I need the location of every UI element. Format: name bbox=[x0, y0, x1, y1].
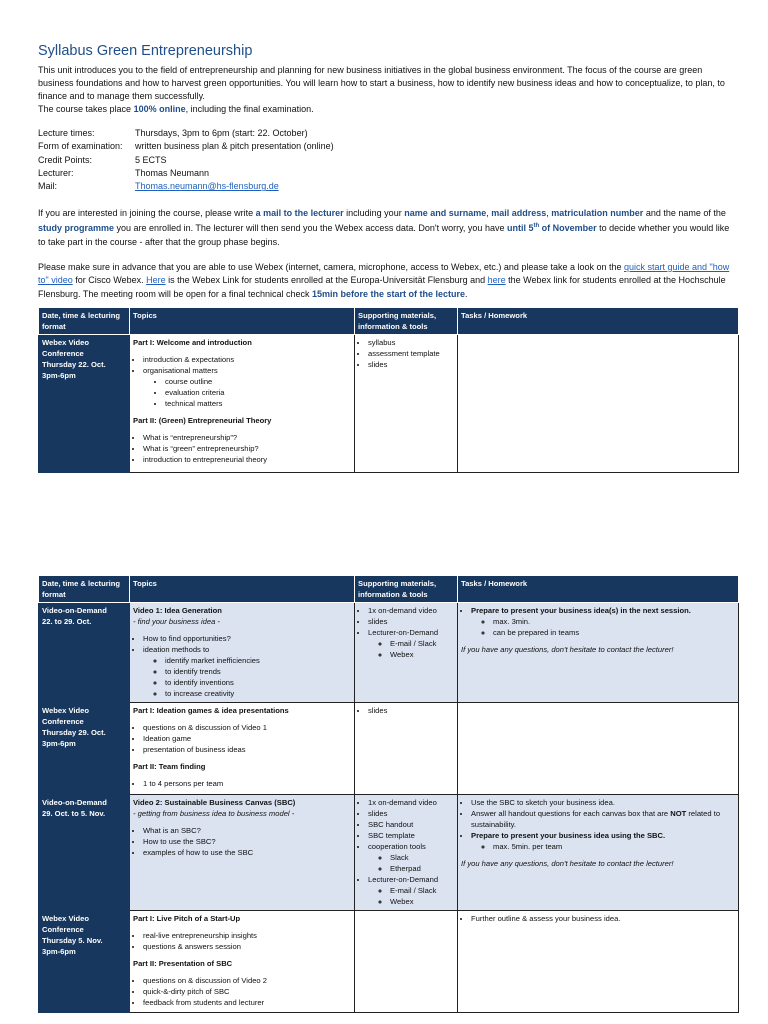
list-item: • Use the SBC to sketch your business idea. bbox=[471, 797, 735, 808]
lecturer-email-link[interactable]: Thomas.neumann@hs-flensburg.de bbox=[135, 181, 279, 192]
part-title: Part II: Presentation of SBC bbox=[133, 959, 233, 968]
topic-list bbox=[133, 975, 351, 1008]
date-time: 3pm-6pm bbox=[42, 947, 76, 956]
schedule-table-1 bbox=[38, 307, 739, 473]
part-title: Part I: Welcome and introduction bbox=[133, 338, 252, 347]
list-item: • 1x on-demand video bbox=[368, 797, 454, 808]
list-item: ◦ to increase creativity bbox=[165, 688, 351, 699]
tasks-cell bbox=[458, 703, 739, 795]
date-format: Webex Video Conference bbox=[42, 706, 89, 726]
list-item: • How to use the SBC? bbox=[143, 836, 351, 847]
materials-cell bbox=[355, 911, 458, 1013]
list-item: ◦ E-mail / Slack bbox=[390, 885, 454, 896]
materials-cell bbox=[355, 795, 458, 911]
list-item bbox=[368, 627, 454, 660]
tasks-cell bbox=[458, 335, 739, 473]
part-title: Part I: Ideation games & idea presentations bbox=[133, 706, 289, 715]
tasks-cell bbox=[458, 603, 739, 703]
date-day: Thursday 29. Oct. bbox=[42, 728, 106, 737]
text: you are enrolled in. The lecturer will then send you the Webex access data. Don't worry, you have bbox=[114, 223, 507, 234]
info-row-lecturer bbox=[38, 167, 334, 180]
text: If you are interested in joining the course, please write bbox=[38, 208, 256, 218]
emphasis: mail address bbox=[491, 208, 547, 218]
table-row bbox=[39, 335, 739, 473]
topics-cell bbox=[130, 603, 355, 703]
header-tasks: Tasks / Homework bbox=[458, 308, 739, 335]
text: , bbox=[546, 208, 552, 218]
materials-cell bbox=[355, 703, 458, 795]
list-item: ◦ can be prepared in teams bbox=[493, 627, 735, 638]
text: to decide whether you would like to take part in the course - after that the group phase begins. bbox=[38, 223, 730, 247]
topics-cell bbox=[130, 795, 355, 911]
list-item bbox=[471, 808, 735, 830]
header-topics: Topics bbox=[130, 576, 355, 603]
header-date: Date, time & lecturing format bbox=[39, 576, 130, 603]
task-main: Prepare to present your business idea using the SBC. bbox=[471, 831, 666, 840]
date-cell bbox=[39, 795, 130, 911]
task-list bbox=[461, 797, 735, 852]
list-item: • feedback from students and lecturer bbox=[143, 997, 351, 1008]
webex-paragraph bbox=[38, 261, 738, 301]
table-row bbox=[39, 795, 739, 911]
list-item: ◦ Slack bbox=[390, 852, 454, 863]
emphasis: name and surname bbox=[404, 208, 487, 218]
page-title: Syllabus Green Entrepreneurship bbox=[38, 43, 253, 59]
info-row-exam bbox=[38, 140, 334, 153]
list-item: • quick-&-dirty pitch of SBC bbox=[143, 986, 351, 997]
tasks-cell bbox=[458, 911, 739, 1013]
video-title: Video 2: Sustainable Business Canvas (SBC) bbox=[133, 798, 296, 807]
table-header-row bbox=[39, 576, 739, 603]
sub-list bbox=[368, 885, 454, 907]
webex-link-hs[interactable]: here bbox=[487, 275, 506, 286]
materials-cell bbox=[355, 335, 458, 473]
date-range: 22. to 29. Oct. bbox=[42, 617, 92, 626]
task-main: Prepare to present your business idea(s) in the next session. bbox=[471, 606, 691, 615]
topics-cell bbox=[130, 703, 355, 795]
date-day: Thursday 5. Nov. bbox=[42, 936, 103, 945]
info-value: Thomas Neumann bbox=[135, 167, 210, 178]
topic-list bbox=[133, 778, 351, 789]
list-item bbox=[471, 830, 735, 852]
date-format: Video-on-Demand bbox=[42, 606, 107, 615]
list-item: • presentation of business ideas bbox=[143, 744, 351, 755]
list-item: • assessment template bbox=[368, 348, 454, 359]
info-row-times bbox=[38, 127, 334, 140]
task-text: Answer all handout questions for each canvas box that are bbox=[471, 809, 671, 818]
schedule-table-2 bbox=[38, 575, 739, 1013]
list-item-label: cooperation tools bbox=[368, 842, 426, 851]
list-item: • Further outline & assess your business idea. bbox=[471, 913, 735, 924]
list-item: ◦ to identify trends bbox=[165, 666, 351, 677]
header-tasks: Tasks / Homework bbox=[458, 576, 739, 603]
materials-list bbox=[358, 337, 454, 370]
info-row-mail bbox=[38, 180, 334, 193]
list-item-label: ideation methods to bbox=[143, 645, 210, 654]
sub-list bbox=[471, 841, 735, 852]
list-item: • slides bbox=[368, 705, 454, 716]
deadline-sup: th bbox=[533, 223, 540, 230]
part-title: Part II: Team finding bbox=[133, 762, 206, 771]
course-info bbox=[38, 127, 334, 193]
date-cell bbox=[39, 703, 130, 795]
list-item: ◦ identify market inefficiencies bbox=[165, 655, 351, 666]
list-item bbox=[143, 365, 351, 409]
date-format: Webex Video Conference bbox=[42, 914, 89, 934]
contact-note: If you have any questions, don't hesitate to contact the lecturer! bbox=[461, 645, 674, 654]
list-item: • questions on & discussion of Video 2 bbox=[143, 975, 351, 986]
emphasis: 15min before the start of the lecture bbox=[311, 288, 466, 299]
intro-section bbox=[38, 64, 738, 116]
list-item: • slides bbox=[368, 808, 454, 819]
topic-list bbox=[133, 825, 351, 858]
list-item bbox=[143, 644, 351, 699]
info-key: Lecture times: bbox=[38, 128, 95, 138]
header-materials: Supporting materials, information & tools bbox=[355, 576, 458, 603]
sub-list bbox=[143, 376, 351, 409]
list-item: • introduction to entrepreneurial theory bbox=[143, 454, 351, 465]
list-item: • introduction & expectations bbox=[143, 354, 351, 365]
list-item: • questions on & discussion of Video 1 bbox=[143, 722, 351, 733]
text: including your bbox=[343, 208, 405, 218]
info-value: Thursdays, 3pm to 6pm (start: 22. October) bbox=[135, 128, 308, 138]
list-item: • course outline bbox=[165, 376, 351, 387]
list-item: • 1 to 4 persons per team bbox=[143, 778, 351, 789]
info-value: written business plan & pitch presentation (online) bbox=[135, 141, 334, 152]
list-item: • What is “entrepreneurship”? bbox=[143, 432, 351, 443]
list-item: • How to find opportunities? bbox=[143, 633, 351, 644]
date-format: Video-on-Demand bbox=[42, 798, 107, 807]
online-text-end: , including the final examination. bbox=[185, 104, 314, 114]
topic-list bbox=[133, 633, 351, 699]
list-item bbox=[471, 605, 735, 638]
list-item: • slides bbox=[368, 359, 454, 370]
deadline-text: until 5 bbox=[506, 223, 534, 234]
sub-list bbox=[368, 638, 454, 660]
date-time: 3pm-6pm bbox=[42, 739, 76, 748]
online-text: The course takes place bbox=[38, 104, 134, 114]
list-item: ◦ E-mail / Slack bbox=[390, 638, 454, 649]
list-item: • examples of how to use the SBC bbox=[143, 847, 351, 858]
list-item: ◦ Webex bbox=[390, 649, 454, 660]
table-row bbox=[39, 911, 739, 1013]
date-cell bbox=[39, 911, 130, 1013]
text: Please make sure in advance that you are able to use Webex (internet, camera, microphone, access to Webex, etc.) and please take a look on the bbox=[38, 262, 624, 272]
header-date: Date, time & lecturing format bbox=[39, 308, 130, 335]
deadline bbox=[507, 223, 597, 233]
part-title: Part II: (Green) Entrepreneurial Theory bbox=[133, 416, 272, 425]
emphasis: a mail to the lecturer bbox=[255, 208, 344, 218]
list-item: • 1x on-demand video bbox=[368, 605, 454, 616]
date-cell bbox=[39, 603, 130, 703]
topics-cell bbox=[130, 335, 355, 473]
date-format: Webex Video Conference bbox=[42, 338, 89, 358]
text: . bbox=[465, 288, 468, 299]
emphasis: matriculation number bbox=[551, 208, 644, 218]
header-materials: Supporting materials, information & tools bbox=[355, 308, 458, 335]
video-subtitle: - getting from business idea to business model - bbox=[133, 809, 295, 818]
list-item: • real-live entrepreneurship insights bbox=[143, 930, 351, 941]
contact-note: If you have any questions, don't hesitate to contact the lecturer! bbox=[461, 859, 674, 868]
tasks-cell bbox=[458, 795, 739, 911]
topic-list bbox=[133, 432, 351, 465]
video-title: Video 1: Idea Generation bbox=[133, 606, 222, 615]
materials-list bbox=[358, 797, 454, 907]
list-item: ◦ max. 3min. bbox=[493, 616, 735, 627]
list-item: • syllabus bbox=[368, 337, 454, 348]
video-subtitle: - find your business idea - bbox=[133, 617, 220, 626]
topics-cell bbox=[130, 911, 355, 1013]
list-item: • questions & answers session bbox=[143, 941, 351, 952]
list-item: ◦ to identify inventions bbox=[165, 677, 351, 688]
table-header-row bbox=[39, 308, 739, 335]
task-text-end: related to sustainability. bbox=[471, 809, 721, 829]
list-item: • Ideation game bbox=[143, 733, 351, 744]
task-list bbox=[461, 913, 735, 924]
task-emphasis: NOT bbox=[670, 809, 687, 818]
list-item: ◦ Etherpad bbox=[390, 863, 454, 874]
list-item-label: organisational matters bbox=[143, 366, 218, 375]
online-emphasis: 100% online bbox=[133, 104, 186, 114]
topic-list bbox=[133, 930, 351, 952]
list-item: • SBC handout bbox=[368, 819, 454, 830]
info-row-credits bbox=[38, 154, 334, 167]
part-title: Part I: Live Pitch of a Start-Up bbox=[133, 914, 241, 923]
materials-list bbox=[358, 605, 454, 660]
info-key: Lecturer: bbox=[38, 167, 74, 178]
online-note bbox=[38, 103, 738, 116]
sub-list bbox=[143, 655, 351, 699]
topic-list bbox=[133, 722, 351, 755]
date-range: 29. Oct. to 5. Nov. bbox=[42, 809, 106, 818]
date-day: Thursday 22. Oct. bbox=[42, 360, 106, 369]
webex-link-euf[interactable]: Here bbox=[146, 275, 166, 286]
list-item: • slides bbox=[368, 616, 454, 627]
list-item-label: Lecturer-on-Demand bbox=[368, 628, 439, 637]
text: , bbox=[486, 208, 492, 218]
list-item: ◦ max. 5min. per team bbox=[493, 841, 735, 852]
table-row bbox=[39, 703, 739, 795]
emphasis: study programme bbox=[38, 223, 115, 234]
list-item: • What is “green” entrepreneurship? bbox=[143, 443, 351, 454]
list-item bbox=[368, 874, 454, 907]
list-item: • evaluation criteria bbox=[165, 387, 351, 398]
deadline-month: of November bbox=[539, 223, 597, 234]
topic-list bbox=[133, 354, 351, 409]
task-list bbox=[461, 605, 735, 638]
quick-start-guide-link[interactable]: quick start guide and "how to" video bbox=[38, 262, 730, 286]
date-time: 3pm-6pm bbox=[42, 371, 76, 380]
header-topics: Topics bbox=[130, 308, 355, 335]
list-item bbox=[368, 841, 454, 874]
text: for Cisco Webex. bbox=[72, 275, 147, 286]
list-item: • What is an SBC? bbox=[143, 825, 351, 836]
list-item: ◦ Webex bbox=[390, 896, 454, 907]
text: is the Webex Link for students enrolled at the Europa-Universität Flensburg and bbox=[165, 275, 488, 286]
sub-list bbox=[471, 616, 735, 638]
date-cell bbox=[39, 335, 130, 473]
text: and the name of the bbox=[643, 208, 726, 218]
info-key: Form of examination: bbox=[38, 141, 123, 152]
info-key: Mail: bbox=[38, 181, 58, 192]
list-item: • SBC template bbox=[368, 830, 454, 841]
list-item: • technical matters bbox=[165, 398, 351, 409]
text: the Webex link for students enrolled at the Hochschule Flensburg. The meeting room will be open for a final technical check bbox=[38, 275, 726, 299]
sub-list bbox=[368, 852, 454, 874]
list-item-label: Lecturer-on-Demand bbox=[368, 875, 439, 884]
enrollment-paragraph bbox=[38, 207, 738, 249]
info-value: 5 ECTS bbox=[135, 154, 167, 165]
materials-list bbox=[358, 705, 454, 716]
table-row bbox=[39, 603, 739, 703]
info-key: Credit Points: bbox=[38, 154, 93, 165]
materials-cell bbox=[355, 603, 458, 703]
intro-paragraph: This unit introduces you to the field of entrepreneurship and planning for new business initiatives in the global business environment. The focus of the course are green business foundations and how to harvest green opportunities. You will learn how to start a business, how to identify new business ideas and how to conceptualize, to plan, to finance and to manage them successfully. bbox=[38, 65, 725, 101]
